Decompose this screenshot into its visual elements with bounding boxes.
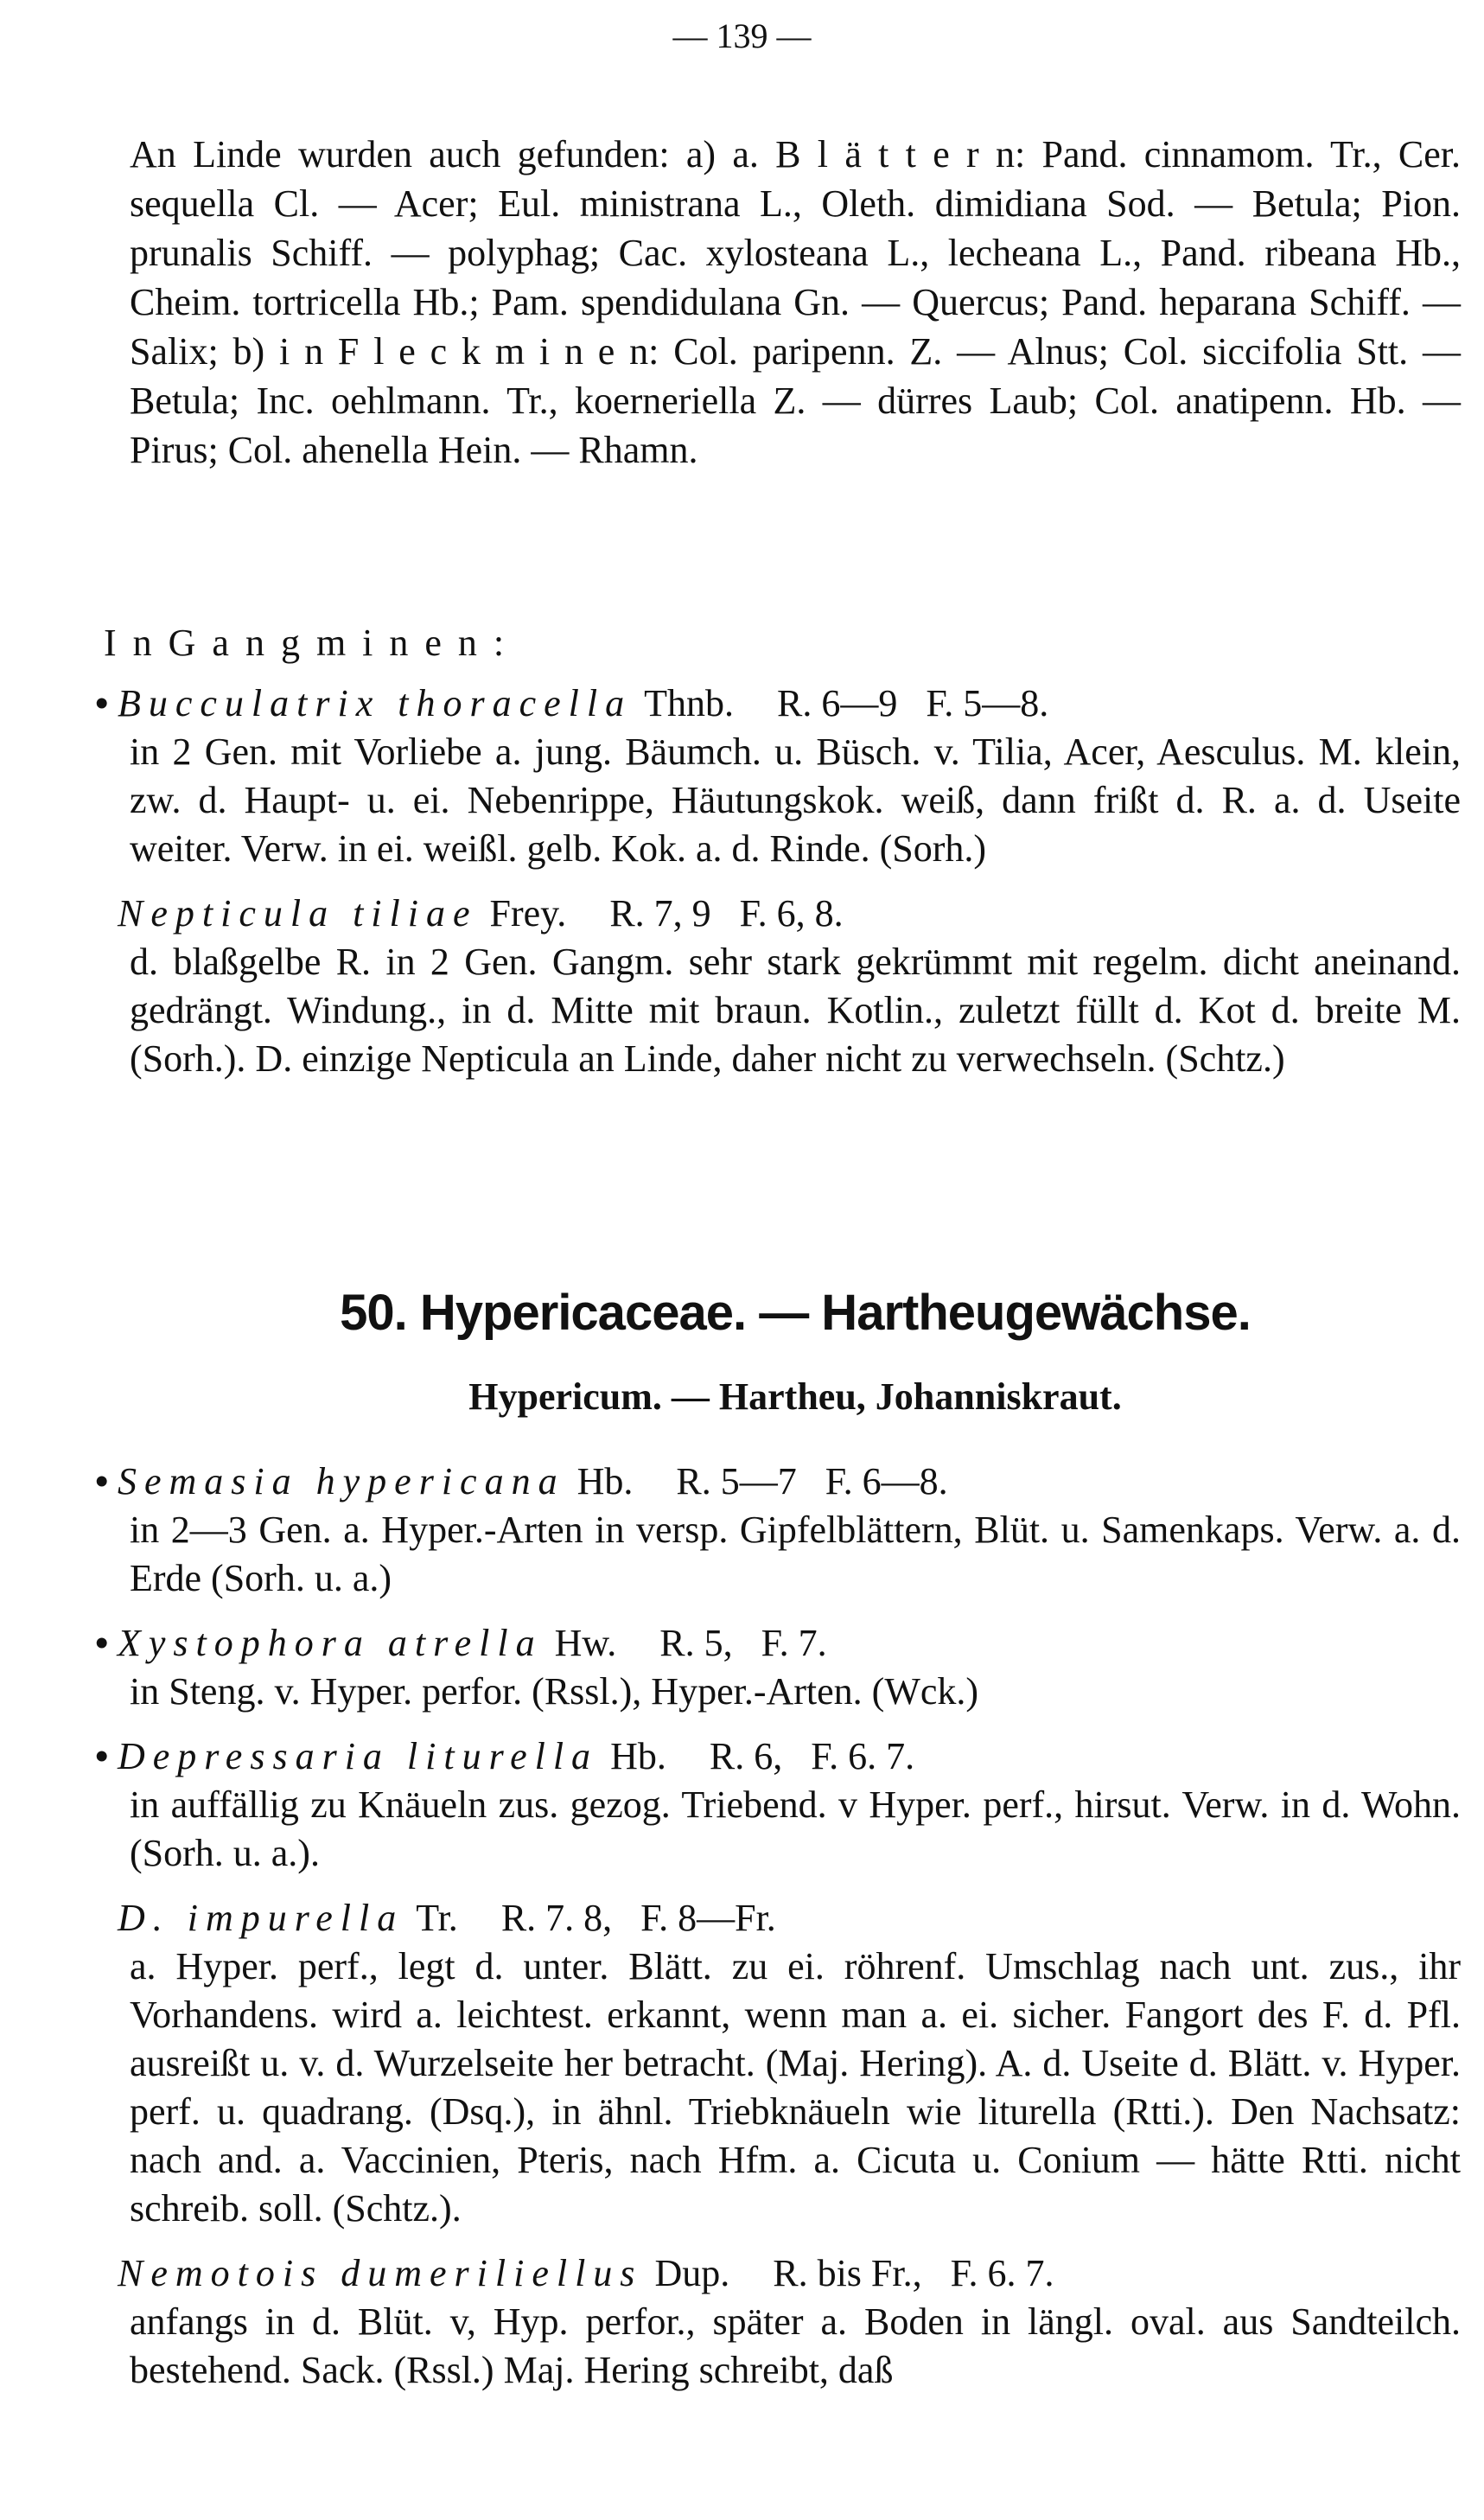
species-author: Thnb. (644, 682, 735, 724)
page-number: — 139 — (672, 16, 812, 55)
species-author: Hw. (554, 1622, 617, 1664)
species-description: anfangs in d. Blüt. v, Hyp. perfor., später a. Boden in längl. oval. aus Sandteilch. bestehend. Sack. (Rssl.) Maj. Hering schreibt, daß (130, 2300, 1461, 2391)
species-title-line (95, 1732, 1461, 1781)
species-name: Xystophora atrella (118, 1622, 543, 1664)
season-data: R. bis Fr., F. 6. 7. (773, 2252, 1054, 2294)
species-entry (118, 889, 1461, 1083)
species-name: Depressaria liturella (118, 1735, 599, 1777)
species-description: a. Hyper. perf., legt d. unter. Blätt. zu ei. röhrenf. Umschlag nach unt. zus., ihr Vorhandens. wird a. leichtest. erkannt, wenn man a. ei. sicher. Fangort des F. d. Pfl. ausreißt u. v. d. Wurzelseite her betracht. (Maj. Hering). A. d. Useite d. Blätt. v. Hyper. perf. u. quadrang. (Dsq.), in ähnl. Triebknäueln wie liturella (Rtti.). Den Nachsatz: nach and. a. Vaccinien, Pteris, nach Hfm. a. Cicuta u. Conium — hätte Rtti. nicht schreib. soll. (Schtz.). (130, 1945, 1461, 2230)
species-title-line (95, 889, 1461, 938)
gangminen-section (104, 618, 1461, 667)
species-author: Dup. (654, 2252, 730, 2294)
species-entry (95, 1732, 1461, 1878)
season-data: R. 6, F. 6. 7. (709, 1735, 915, 1777)
bullet-mark: • (95, 1735, 109, 1777)
family-heading-block (130, 1284, 1461, 1342)
species-name: Semasia hypericana (118, 1460, 565, 1502)
species-name: Nepticula tiliae (118, 892, 478, 935)
intro-paragraph-block (130, 130, 1461, 475)
species-list-b (95, 1457, 1461, 2410)
gangminen-heading: I n G a n g m i n e n : (104, 622, 508, 664)
species-author: Frey. (489, 892, 567, 935)
species-entry (118, 1893, 1461, 2233)
species-entry (95, 679, 1461, 873)
species-title-line (95, 2249, 1461, 2298)
family-heading: 50. Hypericaceae. — Hartheugewächse. (340, 1285, 1251, 1341)
species-author: Hb. (610, 1735, 666, 1777)
genus-heading-block (130, 1375, 1461, 1419)
species-title-line (95, 1618, 1461, 1668)
species-list-a (95, 679, 1461, 1099)
species-entry (118, 2249, 1461, 2395)
species-name: D. impurella (118, 1897, 404, 1939)
species-author: Tr. (416, 1897, 458, 1939)
species-entry (95, 1457, 1461, 1603)
species-description: in 2 Gen. mit Vorliebe a. jung. Bäumch. u. Büsch. v. Tilia, Acer, Aesculus. M. klein, zw. d. Haupt- u. ei. Nebenrippe, Häutungskok. weiß, dann frißt d. R. a. d. Useite weiter. Verw. in ei. weißl. gelb. Kok. a. d. Rinde. (Sorh.) (130, 730, 1461, 870)
species-title-line (95, 679, 1461, 728)
bullet-mark: • (95, 682, 109, 724)
species-author: Hb. (576, 1460, 634, 1502)
species-description: d. blaßgelbe R. in 2 Gen. Gangm. sehr stark gekrümmt mit regelm. dicht aneinand. gedrängt. Windung., in d. Mitte mit braun. Kotlin., zuletzt füllt d. Kot d. breite M. (Sorh.). D. einzige Nepticula an Linde, daher nicht zu verwechseln. (Schtz.) (130, 941, 1461, 1080)
species-description: in 2—3 Gen. a. Hyper.-Arten in versp. Gipfelblättern, Blüt. u. Samenkaps. Verw. a. d. Erde (Sorh. u. a.) (130, 1509, 1461, 1599)
season-data: R. 7, 9 F. 6, 8. (609, 892, 844, 935)
intro-paragraph: An Linde wurden auch gefunden: a) a. B l ä t t e r n: Pand. cinnamom. Tr., Cer. sequella Cl. — Acer; Eul. ministrana L., Oleth. dimidiana Sod. — Betula; Pion. prunalis Schiff. — polyphag; Cac. xylosteana L., lecheana L., Pand. ribeana Hb., Cheim. tortricella Hb.; Pam. spendidulana Gn. — Quercus; Pand. heparana Schiff. — Salix; b) i n F l e c k m i n e n: Col. paripenn. Z. — Alnus; Col. siccifolia Stt. — Betula; Inc. oehlmann. Tr., koerneriella Z. — dürres Laub; Col. anatipenn. Hb. — Pirus; Col. ahenella Hein. — Rhamn. (130, 133, 1461, 471)
season-data: R. 5—7 F. 6—8. (676, 1460, 948, 1502)
season-data: R. 7. 8, F. 8—Fr. (500, 1897, 776, 1939)
species-name: Nemotois dumeriliellus (118, 2252, 643, 2294)
species-title-line (95, 1457, 1461, 1506)
species-description: in auffällig zu Knäueln zus. gezog. Triebend. v Hyper. perf., hirsut. Verw. in d. Wohn. (Sorh. u. a.). (130, 1783, 1461, 1874)
bullet-mark: • (95, 1622, 109, 1664)
season-data: R. 5, F. 7. (659, 1622, 827, 1664)
genus-heading: Hypericum. — Hartheu, Johanniskraut. (468, 1375, 1122, 1418)
species-name: Bucculatrix thoracella (118, 682, 633, 724)
species-description: in Steng. v. Hyper. perfor. (Rssl.), Hyper.-Arten. (Wck.) (130, 1670, 979, 1713)
species-entry (95, 1618, 1461, 1716)
bullet-mark: • (95, 1460, 109, 1502)
season-data: R. 6—9 F. 5—8. (777, 682, 1049, 724)
species-title-line (95, 1893, 1461, 1943)
